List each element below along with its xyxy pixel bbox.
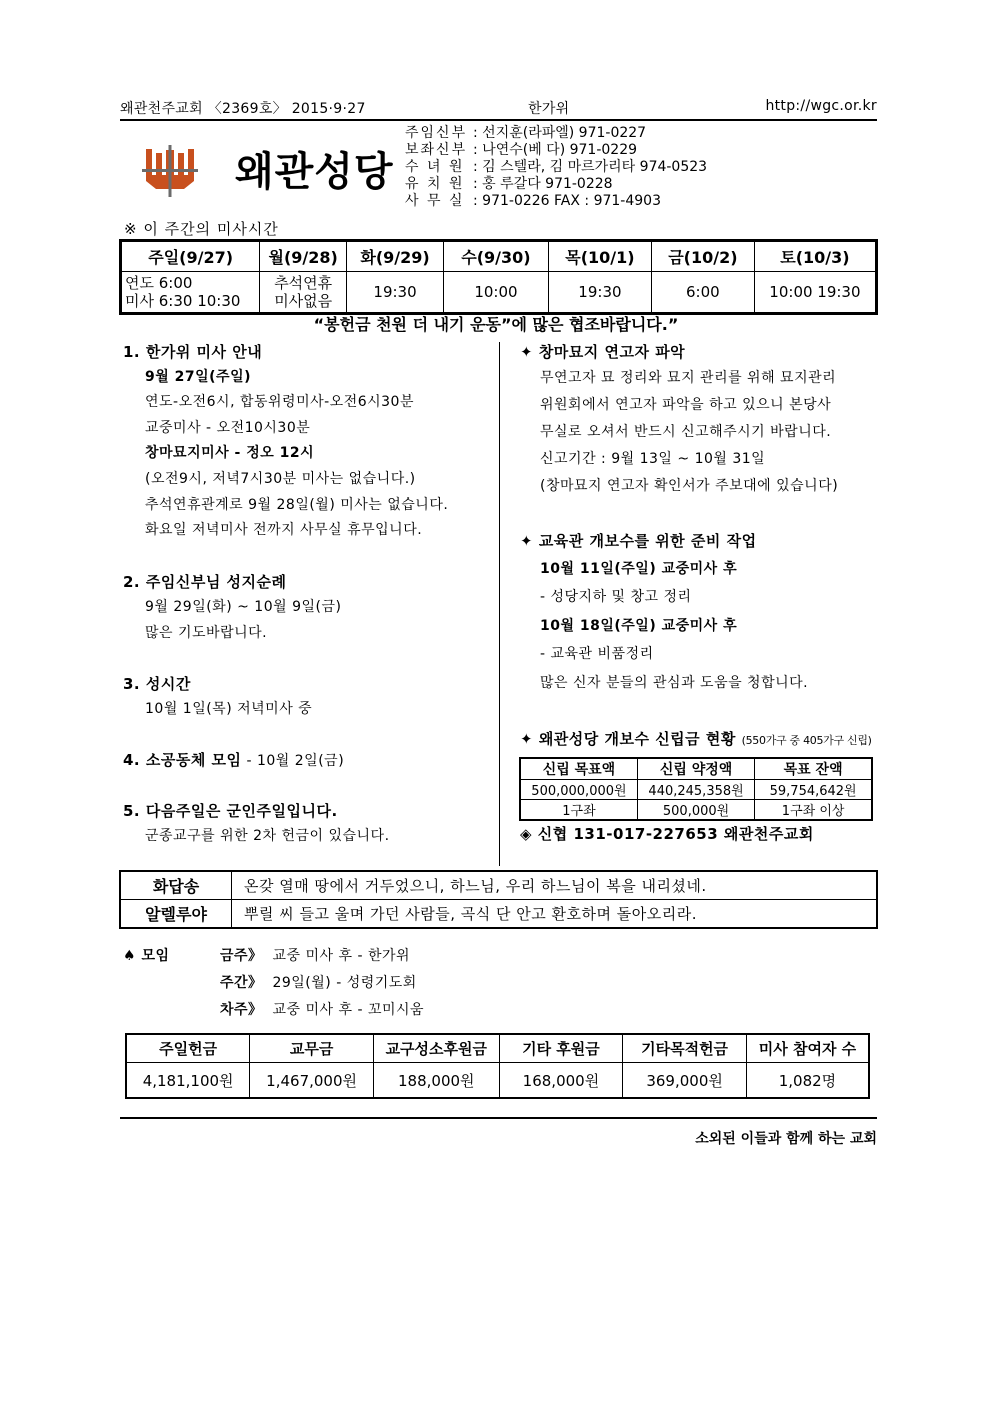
church-name: 왜관성당 bbox=[235, 149, 394, 195]
mass-time-cell: 19:30 bbox=[548, 272, 651, 314]
footer-rule bbox=[120, 1117, 877, 1119]
notice-line: 신고기간 : 9월 13일 ~ 10월 31일 bbox=[540, 451, 766, 467]
four-point-star-icon: ✦ bbox=[520, 730, 534, 748]
notice-line: - 교육관 비품정리 bbox=[540, 646, 654, 662]
table-header-row: 주일헌금 교무금 교구성소후원금 기타 후원금 기타목적헌금 미사 참여자 수 bbox=[126, 1034, 869, 1063]
column-divider bbox=[499, 342, 500, 866]
section-title-row: ✦ 왜관성당 개보수 신립금 현황 (550가구 중 405가구 신립) bbox=[520, 730, 872, 748]
notice-line: 창마묘지미사 - 정오 12시 bbox=[145, 445, 315, 461]
church-cross-logo-icon bbox=[140, 145, 200, 197]
day-header: 월(9/28) bbox=[260, 241, 347, 272]
title-note: (550가구 중 405가구 신립) bbox=[741, 734, 872, 747]
website-link[interactable]: http://wgc.or.kr bbox=[765, 98, 877, 114]
psalm-label: 화답송 bbox=[120, 871, 232, 900]
day-header: 목(10/1) bbox=[548, 241, 651, 272]
mass-time-cell: 19:30 bbox=[347, 272, 444, 314]
day-header: 주일(9/27) bbox=[121, 241, 260, 272]
section-title: 2. 주임신부님 성지순례 bbox=[123, 573, 287, 591]
mass-schedule-title: ※ 이 주간의 미사시간 bbox=[124, 220, 279, 238]
notice-line: 10월 11일(주일) 교중미사 후 bbox=[540, 561, 738, 577]
notice-line: (오전9시, 저녁7시30분 미사는 없습니다.) bbox=[145, 471, 416, 487]
section-title: 3. 성시간 bbox=[123, 675, 191, 693]
table-row bbox=[120, 900, 877, 929]
notice-line: 10월 1일(목) 저녁미사 중 bbox=[145, 701, 313, 717]
fund-status-table bbox=[519, 757, 873, 821]
mass-time-cell: 10:00 19:30 bbox=[754, 272, 876, 314]
mass-time-cell: 10:00 bbox=[443, 272, 548, 314]
day-header: 토(10/3) bbox=[754, 241, 876, 272]
staff-row: 사 무 실 : 971-0226 FAX : 971-4903 bbox=[405, 193, 661, 209]
mass-schedule-table bbox=[119, 239, 878, 315]
day-header: 화(9/29) bbox=[347, 241, 444, 272]
issue-info: 왜관천주교회 〈2369호〉 2015·9·27 bbox=[120, 101, 366, 117]
notice-line: 연도-오전6시, 합동위령미사-오전6시30분 bbox=[145, 394, 414, 410]
spade-icon: ♠ bbox=[123, 948, 137, 964]
notice-line: 군종교구를 위한 2차 헌금이 있습니다. bbox=[145, 828, 390, 844]
day-header: 금(10/2) bbox=[651, 241, 754, 272]
notice-line: 9월 27일(주일) bbox=[145, 369, 251, 385]
notice-line: (창마묘지 연고자 확인서가 주보대에 있습니다) bbox=[540, 478, 839, 494]
table-row: 500,000,000원 440,245,358원 59,754,642원 bbox=[520, 780, 872, 800]
four-point-star-icon: ✦ bbox=[520, 343, 534, 361]
table-row: 4,181,100원 1,467,000원 188,000원 168,000원 369,000원 1,082명 bbox=[126, 1063, 869, 1099]
notice-line: 10월 18일(주일) 교중미사 후 bbox=[540, 618, 738, 634]
psalm-table bbox=[119, 870, 878, 929]
meetings-title: ♠ 모임 bbox=[123, 948, 170, 964]
alleluia-label: 알렐루야 bbox=[120, 900, 232, 929]
notice-line: 많은 기도바랍니다. bbox=[145, 625, 268, 641]
meeting-row: 주간》 29일(월) - 성령기도회 bbox=[220, 975, 417, 991]
offering-slogan: “봉헌금 천원 더 내기 운동”에 많은 협조바랍니다.” bbox=[313, 315, 679, 334]
notice-line: 위원회에서 연고자 파악을 하고 있으니 본당사 bbox=[540, 397, 832, 413]
notice-line: 무실로 오셔서 반드시 신고해주시기 바랍니다. bbox=[540, 424, 832, 440]
section-title-row: 4. 소공동체 모임 - 10월 2일(금) bbox=[123, 751, 345, 769]
diamond-bullet-icon: ◈ bbox=[520, 825, 533, 843]
staff-row: 주임신부 : 선지훈(라파엘) 971-0227 bbox=[405, 125, 647, 141]
psalm-text: 온갖 열매 땅에서 거두었으니, 하느님, 우리 하느님이 복을 내리셨네. bbox=[232, 871, 878, 900]
notice-line: 화요일 저녁미사 전까지 사무실 휴무입니다. bbox=[145, 522, 423, 538]
mass-time-cell: 6:00 bbox=[651, 272, 754, 314]
section-title-row: ✦ 창마묘지 연고자 파악 bbox=[520, 343, 686, 361]
feast-name: 한가위 bbox=[528, 101, 570, 117]
section-title: 1. 한가위 미사 안내 bbox=[123, 343, 263, 361]
notice-line: 추석연휴관계로 9월 28일(월) 미사는 없습니다. bbox=[145, 497, 449, 513]
table-row: 1구좌 500,000원 1구좌 이상 bbox=[520, 800, 872, 821]
table-row bbox=[120, 871, 877, 900]
notice-line: 교중미사 - 오전10시30분 bbox=[145, 420, 311, 436]
table-header-row bbox=[121, 241, 877, 272]
bank-account: ◈ 신협 131-017-227653 왜관천주교회 bbox=[520, 825, 814, 843]
mass-time-cell: 연도 6:00 미사 6:30 10:30 bbox=[121, 272, 260, 314]
header-rule bbox=[120, 119, 877, 121]
mass-time-cell: 추석연휴 미사없음 bbox=[260, 272, 347, 314]
notice-line: 9월 29일(화) ~ 10월 9일(금) bbox=[145, 599, 342, 615]
notice-line: - 성당지하 및 창고 정리 bbox=[540, 589, 692, 605]
staff-row: 보좌신부 : 나연수(베 다) 971-0229 bbox=[405, 142, 638, 158]
church-motto: 소외된 이들과 함께 하는 교회 bbox=[695, 1131, 877, 1147]
section-title-row: ✦ 교육관 개보수를 위한 준비 작업 bbox=[520, 532, 757, 550]
meeting-row: 차주》 교중 미사 후 - 꼬미시움 bbox=[220, 1002, 425, 1018]
alleluia-text: 뿌릴 씨 들고 울며 가던 사람들, 곡식 단 안고 환호하며 돌아오리라. bbox=[232, 900, 878, 929]
section-title: 5. 다음주일은 군인주일입니다. bbox=[123, 802, 338, 820]
staff-row: 수 녀 원 : 김 스텔라, 김 마르가리타 974-0523 bbox=[405, 159, 708, 175]
meeting-row: 금주》 교중 미사 후 - 한가위 bbox=[220, 948, 411, 964]
table-row bbox=[121, 272, 877, 314]
bulletin-header bbox=[120, 98, 877, 120]
offering-table bbox=[125, 1033, 870, 1099]
table-header-row: 신립 목표액 신립 약정액 목표 잔액 bbox=[520, 758, 872, 780]
staff-directory bbox=[405, 125, 707, 210]
four-point-star-icon: ✦ bbox=[520, 532, 534, 550]
notice-line: 많은 신자 분들의 관심과 도움을 청합니다. bbox=[540, 675, 809, 691]
notice-line: 무연고자 묘 정리와 묘지 관리를 위해 묘지관리 bbox=[540, 370, 837, 386]
day-header: 수(9/30) bbox=[443, 241, 548, 272]
staff-row: 유 치 원 : 홍 루갈다 971-0228 bbox=[405, 176, 613, 192]
